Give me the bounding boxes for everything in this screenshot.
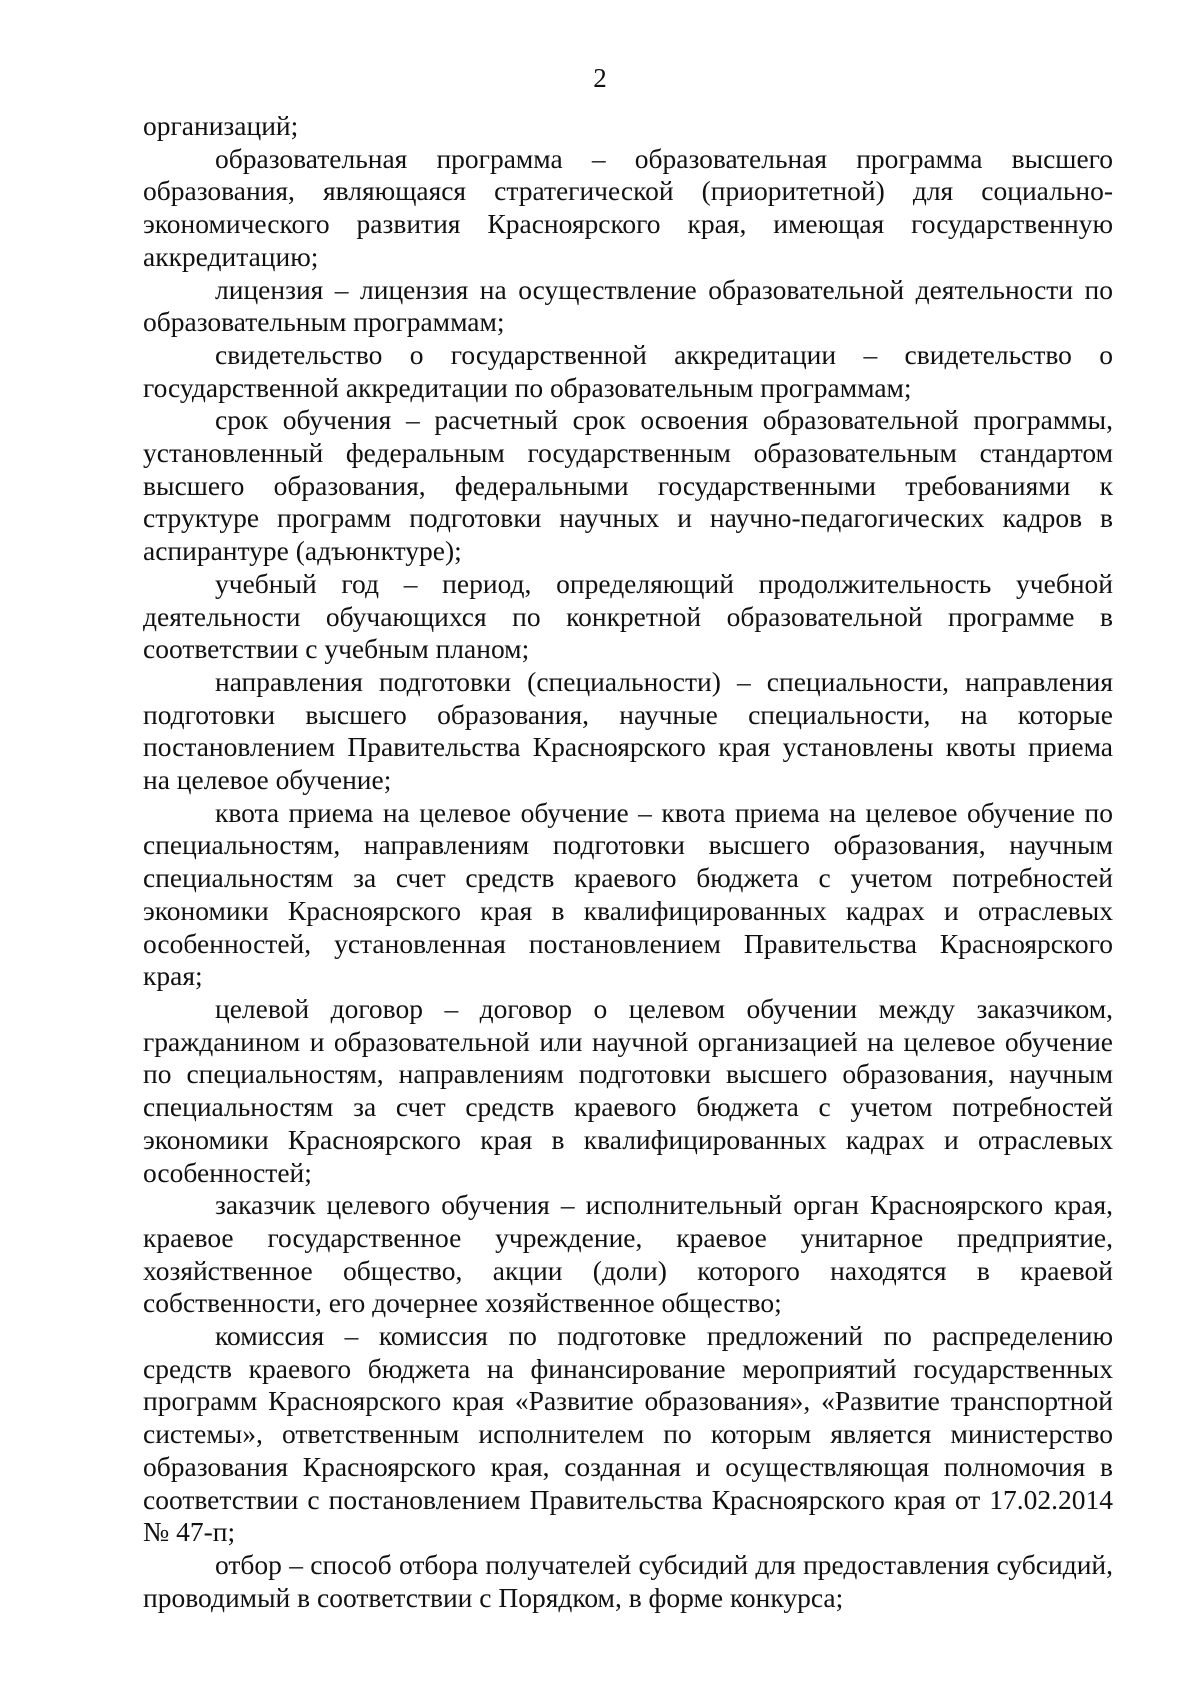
definition-accreditation-certificate: свидетельство о государственной аккредитации – свидетельство о государственной аккредитации по образовательным программам;	[143, 338, 1113, 403]
paragraph-continuation: организаций;	[143, 110, 299, 141]
page-number: 2	[593, 63, 607, 93]
definition-license: лицензия – лицензия на осуществление образовательной деятельности по образовательным программам;	[143, 273, 1113, 338]
definition-admission-quota: квота приема на целевое обучение – квота приема на целевое обучение по специальностям, направлениям подготовки высшего образования, научным специальностям за счет средств краевого бюджета с учетом потребностей экономики Красноярского края в квалифицированных кадрах и отраслевых особенностей, установленная постановлением Правительства Красноярского края;	[143, 796, 1113, 992]
definition-selection: отбор – способ отбора получателей субсидий для предоставления субсидий, проводимый в соответствии с Порядком, в форме конкурса;	[143, 1548, 1113, 1613]
definition-academic-year: учебный год – период, определяющий продолжительность учебной деятельности обучающихся по конкретной образовательной программе в соответствии с учебным планом;	[143, 567, 1113, 665]
definition-study-period: срок обучения – расчетный срок освоения образовательной программы, установленный федеральным государственным образовательным стандартом высшего образования, федеральными государственными требованиями к структуре программ подготовки научных и научно-педагогических кадров в аспирантуре (адъюнктуре);	[143, 404, 1113, 567]
definition-training-directions: направления подготовки (специальности) – специальности, направления подготовки высшего образования, научные специальности, на которые постановлением Правительства Красноярского края установлены квоты приема на целевое обучение;	[143, 665, 1113, 796]
definition-target-contract: целевой договор – договор о целевом обучении между заказчиком, гражданином и образовательной или научной организацией на целевое обучение по специальностям, направлениям подготовки высшего образования, научным специальностям за счет средств краевого бюджета с учетом потребностей экономики Красноярского края в квалифицированных кадрах и отраслевых особенностей;	[143, 992, 1113, 1188]
definition-educational-program: образовательная программа – образовательная программа высшего образования, являющаяся стратегической (приоритетной) для социально-экономического развития Красноярского края, имеющая государственную аккредитацию;	[143, 142, 1113, 272]
document-body	[143, 110, 1113, 1614]
definition-training-customer: заказчик целевого обучения – исполнительный орган Красноярского края, краевое государственное учреждение, краевое унитарное предприятие, хозяйственное общество, акции (доли) которого находятся в краевой собственности, его дочернее хозяйственное общество;	[143, 1189, 1113, 1319]
definition-commission: комиссия – комиссия по подготовке предложений по распределению средств краевого бюджета на финансирование мероприятий государственных программ Красноярского края «Развитие образования», «Развитие транспортной системы», ответственным исполнителем по которым является министерство образования Красноярского края, созданная и осуществляющая полномочия в соответствии с постановлением Правительства Красноярского края от 17.02.2014 № 47-п;	[143, 1320, 1113, 1548]
